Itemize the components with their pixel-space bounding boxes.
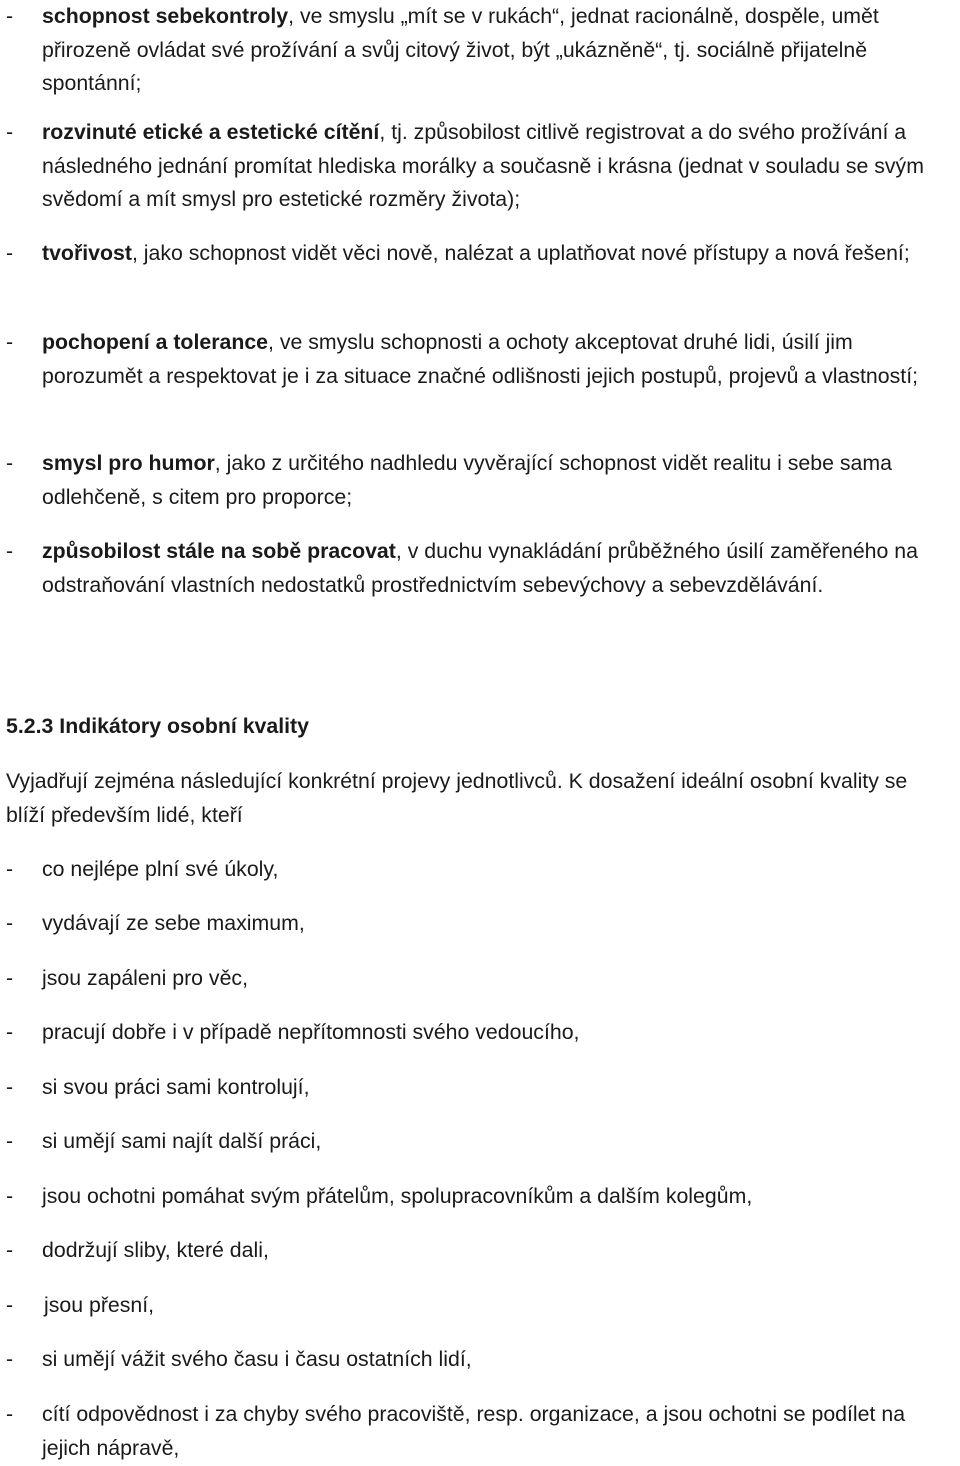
list-item-text [6, 447, 956, 514]
list-item [6, 237, 956, 271]
list-item-text: vydávají ze sebe maximum, [42, 911, 305, 935]
list-item-bold: smysl pro humor [42, 451, 215, 475]
list-item-text: jsou ochotni pomáhat svým přátelům, spolupracovníkům a dalším kolegům, [42, 1184, 753, 1208]
bullet-dash: - [6, 1238, 14, 1262]
list-item [6, 1016, 956, 1050]
bullet-dash: - [6, 1020, 14, 1044]
list-item-text: si umějí vážit svého času i času ostatních lidí, [42, 1347, 472, 1371]
list-item-text [6, 535, 956, 602]
list-item-bold: rozvinuté etické a estetické cítění [42, 120, 380, 144]
list-item [6, 1125, 956, 1159]
list-item-text: co nejlépe plní své úkoly, [42, 857, 279, 881]
list-item-text: si svou práci sami kontrolují, [42, 1075, 310, 1099]
list-item-rest: , v duchu vynakládání průběžného úsilí zaměřeného na odstraňování vlastních nedostatků prostřednictvím sebevýchovy a sebevzdělávání. [42, 539, 918, 597]
list-item-bold: pochopení a tolerance [42, 330, 269, 354]
list-item [6, 1398, 956, 1465]
bullet-dash: - [6, 241, 14, 265]
list-item-bold: tvořivost [42, 241, 132, 265]
list-item [6, 1343, 956, 1377]
bullet-dash: - [6, 4, 14, 28]
section-heading: 5.2.3 Indikátory osobní kvality [6, 714, 309, 738]
list-item-rest: , jako z určitého nadhledu vyvěrající schopnost vidět realitu i sebe sama odlehčeně, s citem pro proporce; [42, 451, 892, 509]
bullet-dash: - [6, 1402, 14, 1426]
list-item-text: si umějí sami najít další práci, [42, 1129, 322, 1153]
list-item [6, 0, 956, 101]
list-item [6, 326, 956, 393]
list-item-text: pracují dobře i v případě nepřítomnosti svého vedoucího, [42, 1020, 580, 1044]
list-item-text: dodržují sliby, které dali, [42, 1238, 269, 1262]
bullet-dash: - [6, 857, 14, 881]
bullet-dash: - [6, 1129, 14, 1153]
list-item-rest: , jako schopnost vidět věci nově, nalézat a uplatňovat nové přístupy a nová řešení; [131, 241, 910, 265]
list-item [6, 1071, 956, 1105]
list-item [6, 535, 956, 602]
intro-paragraph: Vyjadřují zejména následující konkrétní projevy jednotlivců. K dosažení ideální osobní kvality se blíží především lidé, kteří [6, 769, 908, 827]
list-item-rest: , ve smyslu „mít se v rukách“, jednat racionálně, dospěle, umět přirozeně ovládat své prožívání a svůj citový život, být „ukázněně“, tj. sociálně přijatelně spontánní; [42, 4, 879, 95]
bullet-dash: - [6, 911, 14, 935]
list-item [6, 116, 956, 217]
list-item-rest: , tj. způsobilost citlivě registrovat a do svého prožívání a následného jednání promítat hlediska morálky a současně i krásna (jednat v souladu se svým svědomí a mít smysl pro estetické rozměry života); [42, 120, 924, 211]
list-item-rest: , ve smyslu schopnosti a ochoty akceptovat druhé lidi, úsilí jim porozumět a respektovat je i za situace značné odlišnosti jejich postupů, projevů a vlastností; [42, 330, 919, 388]
bullet-dash: - [6, 1184, 14, 1208]
list-item [6, 1289, 956, 1323]
list-item-text: jsou zapáleni pro věc, [42, 966, 248, 990]
bullet-dash: - [6, 120, 14, 144]
list-item-text [6, 237, 956, 271]
list-item-text [6, 116, 956, 217]
list-item-text: cítí odpovědnost i za chyby svého pracoviště, resp. organizace, a jsou ochotni se podílet na jejich nápravě, [42, 1402, 906, 1460]
list-item-text [6, 326, 956, 393]
bullet-dash: - [6, 966, 14, 990]
bullet-dash: - [6, 330, 14, 354]
list-item [6, 907, 956, 941]
list-item-text [6, 0, 956, 101]
list-item [6, 447, 956, 514]
bullet-dash: - [6, 1075, 14, 1099]
list-item [6, 962, 956, 996]
bullet-dash: - [6, 1347, 14, 1371]
bullet-dash: - [6, 539, 14, 563]
list-item-bold: schopnost sebekontroly [42, 4, 289, 28]
list-item [6, 1180, 956, 1214]
bullet-dash: - [6, 451, 14, 475]
list-item-text: jsou přesní, [44, 1293, 155, 1317]
bullet-dash: - [6, 1293, 14, 1317]
list-item [6, 853, 956, 887]
list-item-bold: způsobilost stále na sobě pracovat [42, 539, 396, 563]
list-item [6, 1234, 956, 1268]
